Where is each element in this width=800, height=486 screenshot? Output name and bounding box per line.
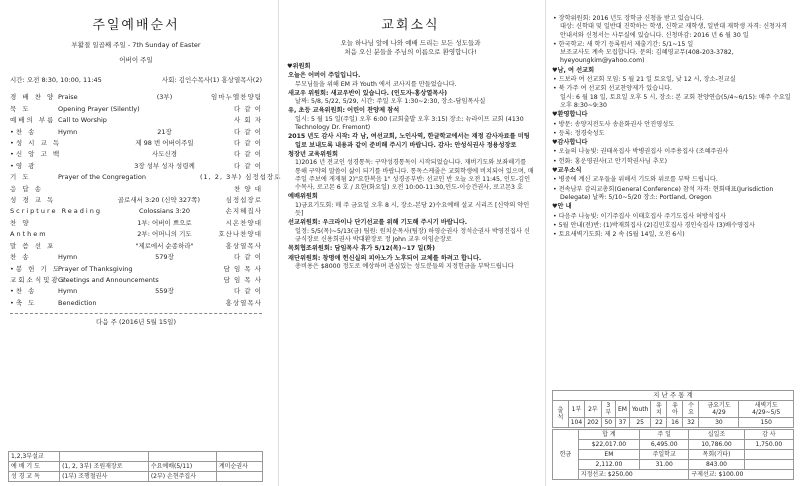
next-week-table (8, 451, 263, 482)
notice-detail: 일시: 5 월 15 일(주일) 오후 6:00 (교회출발 오후 3:15) 장소: 뉴라이프 교회 (4130 Technology Dr. Fremont) (295, 115, 524, 132)
next-week-cell: 예 배 기 도 (9, 462, 60, 472)
order-item-english: Opening Prayer (Silently) (58, 104, 140, 113)
order-item-leader: (1, 2, 3부) 심정섭장로 (200, 173, 282, 182)
order-item-leader: 시온찬양대 (225, 218, 262, 227)
order-item-label: •축 도 (10, 298, 37, 307)
welcome-item: • 방문: 송양지전도사 송윤화권사 안진영성도 (553, 120, 675, 128)
order-row (10, 149, 262, 160)
stats-title: 지 난 주 통 계 (552, 390, 794, 400)
order-item-detail: 사도신경 (151, 150, 178, 159)
order-item-english: Hymn (58, 287, 78, 296)
order-row (10, 104, 262, 115)
order-item-english (58, 138, 129, 149)
notice-title: • 장학위원회: 2016 년도 장학금 신청을 받고 있습니다. (553, 15, 704, 22)
order-item-detail: 579장 (155, 253, 174, 262)
notice-detail: 총비용은 $8000 정도로 예상하며 관심있는 성도분들의 지정헌금을 부탁드립니다 (295, 262, 514, 270)
offering-value-cell: 6,495.00 (640, 440, 689, 450)
offering-footer-row (553, 470, 794, 480)
order-item-english (58, 218, 129, 229)
church-news-column (278, 0, 540, 486)
next-week-cell: 1,2,3부설교 (9, 452, 60, 462)
order-item-detail: 559장 (155, 287, 174, 296)
next-week-cell: (2부) 손현주집사 (148, 472, 216, 482)
order-item-label: •찬 송 (10, 287, 37, 296)
mission-notice-detail: 일시: 6 월 18 일, 토요일 오후 5 시, 장소: 본 교회 찬양연습(5/4~6/15): 매주 수요일 오후 8:30~9:30 (560, 93, 791, 109)
offering-value-cell (744, 460, 793, 470)
order-item-label: Scripture Reading (10, 207, 102, 216)
order-item-detail (159, 275, 200, 286)
order-item-detail (129, 298, 200, 309)
service-time: 시간: 오전 8:30, 10:00, 11:45 (10, 76, 102, 84)
offering-value-cell: 843.00 (689, 460, 744, 470)
order-row (10, 241, 262, 252)
order-item-english: Benediction (58, 298, 97, 307)
order-item-english: Greetings and Announcements (58, 275, 159, 284)
worship-order-title: 주일예배순서 (92, 18, 180, 33)
order-row (10, 172, 282, 183)
order-row (10, 286, 262, 297)
attendance-header-cell: 유아 (667, 401, 683, 418)
order-item-leader: 손지혜집사 (225, 207, 262, 216)
order-item-label: •성 시 교 독 (10, 139, 62, 148)
next-week-cell: 성 경 교 독 (9, 472, 60, 482)
attendance-table (552, 400, 794, 428)
attendance-header-cell: 수요 (683, 401, 699, 418)
order-item-label: 경 배 찬 양 (10, 93, 56, 102)
order-item-leader: 홍상열목사 (225, 298, 262, 307)
order-item-english (58, 149, 129, 160)
next-week-cell: 수요예배(5/11) (148, 462, 216, 472)
offering-table (552, 429, 794, 480)
order-item-detail: 제 98 번 어버이주일 (135, 139, 194, 148)
order-item-english: Praise (58, 93, 78, 102)
order-item-label: 교회소식및광고 (10, 275, 68, 284)
notice-title: 목회협조위원회: 담임목사 휴가 5/12(목)~17 일(화) (288, 245, 436, 253)
next-week-cell (216, 472, 262, 482)
attendance-value-cell: 50 (601, 418, 615, 428)
order-row (10, 298, 262, 309)
order-item-detail: 골로새서 3:20 (신약 327쪽) (117, 196, 200, 205)
order-item-label: •봉 헌 기 도 (10, 264, 62, 273)
next-week-title: 다음 주 (2016년 5월 15일) (96, 318, 176, 327)
guide-item: • 토요새벽기도회: 제 2 속 (5월 14일, 오전 6시) (553, 231, 685, 239)
attendance-value-cell: 37 (615, 418, 629, 428)
order-item-detail: 2부: 어머니의 기도 (137, 230, 192, 239)
next-week-row (9, 462, 263, 472)
offering-header-cell: 감 사 (744, 430, 793, 440)
attendance-value-cell: 104 (568, 418, 584, 428)
worship-order-column (0, 0, 282, 486)
order-item-detail: "제로에서 순종하라" (135, 241, 194, 250)
order-item-english (58, 161, 129, 172)
order-item-detail: Colossians 3:20 (138, 207, 191, 216)
order-item-leader: 사 회 자 (234, 116, 262, 125)
offering-header-row (553, 430, 794, 440)
attendance-header-cell: 1부 (568, 401, 584, 418)
order-item-leader: 다 같 이 (234, 104, 262, 113)
offering-value-cell: $22,017.00 (578, 440, 639, 450)
next-week-row (9, 452, 263, 462)
attendance-header-cell: Youth (629, 401, 651, 418)
order-row (10, 138, 262, 149)
notice-detail: 1)금요기도회: 매 주 금요일 오후 8 시, 장소-본당 2)수요예배 설교 시리즈 [신약의 약인듯] (295, 201, 530, 218)
order-item-english (58, 241, 129, 252)
notice-detail: 1)2016 년 전교인 성경통독: 구약성경통독이 시작되었습니다. 재버기도와 보좌해기를 통해 구약의 말씀이 삶이 되기를 바랍니다. 통독스케줄은 교회학생에 비치되어 있으며, 매 주일 주보에 게재됨 2)"요한복음 1" 성경공부반: 선교인 반 오늘 오전 11:45, 인도-김인수목사, 로고몬 6 호 / 요한(화요일) 오전 10:00-11:30,인도-이승건권사, 로고몬3 호 (295, 159, 534, 192)
order-item-english: Prayer of the Congregation (58, 173, 146, 182)
thanks-section-heading: ♥감사합니다 (552, 139, 588, 147)
order-item-detail: 1부: 어버이 쁘으로 (137, 218, 192, 227)
offering-label: 헌금 (553, 430, 579, 480)
attendance-value-cell: 30 (699, 418, 739, 428)
members-section-heading: ♥교우소식 (552, 167, 582, 175)
attendance-header-cell: 유치 (651, 401, 667, 418)
order-row (10, 206, 262, 217)
next-week-cell: 계미순권사 (216, 462, 262, 472)
members-item: • 전속남부 감리교총회(General Conference) 참석 자격: 현회태표(Jurisdiction Delegate) 날짜: 5/10~5/20 장소: Portland, Oregon (553, 185, 774, 201)
order-item-leader: 담 임 목 사 (223, 264, 262, 273)
order-item-leader: 다 같 이 (234, 150, 262, 159)
order-item-leader: 다 같 이 (234, 127, 262, 136)
offering-value-cell: 10,786.00 (689, 440, 744, 450)
thanks-item: • 오늘의 나눔빛: 권태옥집사 박병권집사 이주용집사 (조혜주권사 (553, 148, 729, 156)
order-item-leader: 심정섭장로 (225, 196, 262, 205)
order-item-english (58, 195, 118, 206)
committee-notices (287, 63, 534, 271)
order-item-detail: (3부) (156, 93, 173, 102)
mission-section-heading: ♥남, 여 선교회 (552, 66, 595, 74)
order-row (10, 229, 262, 240)
order-item-leader: 호산나찬양대 (218, 230, 262, 239)
attendance-value-cell: 22 (651, 418, 667, 428)
order-item-label: 묵 도 (10, 104, 31, 113)
order-item-leader: 임마누엘찬양팀 (211, 93, 262, 102)
members-item: • 병중에 계신 교우들을 위해서 기도와 위로를 부탁 드립니다. (553, 176, 718, 184)
order-item-english: Hymn (58, 127, 78, 136)
offering-footer-cell: 지정선교: $250.00 (578, 470, 689, 480)
next-week-cell: (1, 2, 3부) 조원재장로 (60, 462, 149, 472)
order-item-leader: 담 임 목 사 (223, 275, 262, 284)
offering-header-cell: 주일학교 (640, 450, 689, 460)
order-row (10, 218, 262, 229)
welcome-line-1: 오늘 하나님 앞에 나와 예배 드리는 모든 성도들과 (340, 39, 481, 47)
order-item-label: •영 광 (10, 161, 37, 170)
church-news-title: 교회소식 (381, 18, 440, 33)
attendance-value-cell: 150 (739, 418, 794, 428)
notice-detail: 일정: 5/5(목)~5/13(금) 팀원: 원치운목사(팀장) 하영순권사 정석순권사 박영진집사 신규식장로 신용희권사 박대환장로 정 John 교우 이임순장로 (295, 227, 530, 243)
welcome-line-2: 처음 오신 분들을 주님의 이름으로 환영합니다! (344, 48, 477, 56)
notice-title: 오늘은 어버이 주일입니다. (288, 72, 361, 80)
order-item-detail (133, 264, 200, 275)
offering-header-cell: 주 일 (640, 430, 689, 440)
attendance-header-cell: 새벽기도 4/29~5/5 (739, 401, 794, 418)
order-row (10, 252, 262, 263)
offering-value-cell: 2,112.00 (578, 460, 639, 470)
attendance-value-row (553, 418, 794, 428)
guide-item: • 다음주 나눔빛: 이기주집사 이태호집사 주기도집사 허방석집사 (553, 212, 726, 220)
next-week-row (9, 472, 263, 482)
notice-detail: 보조교사도 계속 모집합니다. 문의: 김혜영교무(408-203-3782, hyeyoungkim@yahoo.com) (560, 49, 734, 65)
order-row (10, 115, 262, 126)
notice-detail: 무모님들을 위해 EM 과 Youth 에서 코사지를 만들었습니다. (295, 80, 457, 88)
attendance-value-cell: 202 (585, 418, 601, 428)
mission-notice-title: • 드보라 여 선교회 모임: 5 월 21 일 토요일, 낮 12 시, 장소-친교실 (553, 76, 736, 84)
attendance-label: 출석 (553, 401, 569, 428)
notice-title: 청장년 교육위원회 (288, 150, 338, 158)
order-item-english (58, 206, 129, 217)
attendance-header-row (553, 401, 794, 418)
order-item-leader: 찬 양 대 (234, 184, 262, 193)
order-item-label: 말 씀 선 포 (10, 241, 56, 250)
order-row (10, 264, 262, 275)
more-notices (552, 15, 794, 239)
order-item-label: Anthem (10, 230, 48, 239)
offering-value-cell: 31.00 (640, 460, 689, 470)
service-theme: 어버이 주일 (119, 56, 153, 64)
order-item-leader: 다 같 이 (234, 161, 262, 170)
attendance-header-cell: 3부 (601, 401, 615, 418)
notice-detail: 날짜: 5/8, 5/22, 5/29, 시간: 주일 오후 1:30~2:30, 장소-담임목사실 (295, 98, 486, 106)
notice-detail: 대상: 신학대 및 일반대 진학하는 학생, 신학교 재학생, 일반대 재학생 자격: 신청자격 안내서와 신청서는 사무실에 있습니다. 신청마감: 2016 년 6 월 30 일 (560, 23, 787, 39)
stats-area (552, 390, 794, 480)
offering-header-cell: EM (578, 450, 639, 460)
order-item-label: 찬 송 (10, 253, 31, 262)
attendance-value-cell: 25 (629, 418, 651, 428)
service-time-row (10, 75, 262, 86)
next-week-cell (60, 452, 149, 462)
order-item-detail: 21장 (157, 127, 172, 136)
order-item-english (58, 184, 129, 195)
welcome-item: • 등록: 정경숙성도 (553, 129, 605, 137)
guide-section-heading: ♥안 내 (552, 203, 572, 211)
order-item-detail (129, 184, 200, 195)
attendance-header-cell: EM (615, 401, 629, 418)
next-week-cell (216, 452, 262, 462)
attendance-value-cell: 32 (683, 418, 699, 428)
order-item-label: •찬 송 (10, 127, 37, 136)
order-item-detail (140, 104, 200, 115)
notice-title: • 한국학교: 새 학기 등록원서 제출기간: 5/1~15 일 (553, 40, 694, 48)
offering-header-cell: 합 계 (578, 430, 639, 440)
attendance-value-cell: 16 (667, 418, 683, 428)
order-item-english (58, 229, 129, 240)
next-week-cell (148, 452, 216, 462)
attendance-header-cell: 2부 (585, 401, 601, 418)
order-item-label: 찬 양 (10, 218, 31, 227)
notice-title: 2015 년도 감사 시작: 각 남, 여선교회, 노인사역, 한글학교에서는 재정 감사자료를 미팅일로 보내도록 내용과 같이 준비해 주시기 바랍니다. 감사: 안성식권사 정용성장로 (288, 133, 530, 149)
order-item-detail (129, 115, 200, 126)
welcome-section-heading: ♥환영합니다 (552, 111, 588, 119)
order-item-english: Hymn (58, 253, 78, 262)
offering-footer-cell: 구제선교: $100.00 (689, 470, 794, 480)
notice-title: 재단위원회: 창명애 헌신실의 피아노가 노후되어 교체를 하려고 합니다. (288, 254, 482, 262)
notice-title: 유, 초등 교육위원회: 어린이 찬양제 참석 (288, 107, 400, 115)
notice-title: 선교위원회: 우크라이나 단기선교를 위해 기도해 주시기 바랍니다. (288, 219, 468, 227)
order-list (10, 92, 282, 309)
guide-item: • 5월 안내(전)반: (1)박재희집사 (2)김민호집사 경인숙집사 (3)배수영집사 (553, 221, 756, 229)
order-item-label: •신 앙 고 백 (10, 150, 62, 159)
mission-notice-title: • 북 가주 여 선교회 선교찬양제가 있습니다. (553, 85, 673, 93)
order-item-detail: 3장 성부 성자 성령께 (134, 161, 195, 170)
order-row (10, 161, 262, 172)
order-item-leader: 다 같 이 (234, 139, 262, 148)
attendance-header-cell: 금요기도 4/29 (699, 401, 739, 418)
notice-title: 새교우 위원회: 새교우반이 있습니다. (인도자-홍상열목사) (288, 89, 448, 97)
offering-row (553, 460, 794, 470)
order-item-label: 기 도 (10, 173, 31, 182)
service-preacher: 사회: 김인수목사(1) 홍상열목사(2) (161, 76, 262, 84)
order-row (10, 195, 262, 206)
order-item-label: 예배의 부름 (10, 116, 56, 125)
order-item-english: Call to Worship (58, 116, 107, 125)
order-item-english: Prayer of Thanksgiving (58, 264, 133, 273)
offering-value-cell: 1,750.00 (744, 440, 793, 450)
offering-header-cell: 십일조 (689, 430, 744, 440)
committee-section-heading: ♥위원회 (287, 63, 311, 70)
divider (10, 313, 262, 314)
offering-header-cell: 목회(기타) (689, 450, 744, 460)
order-row (10, 184, 262, 195)
offering-header-cell (744, 450, 793, 460)
order-item-leader: 홍상열목사 (225, 241, 262, 250)
offering-row (553, 450, 794, 460)
offering-row (553, 440, 794, 450)
next-week-cell: (1부) 조행철권사 (60, 472, 149, 482)
order-item-label: 응 답 송 (10, 184, 43, 193)
order-row (10, 92, 262, 103)
order-item-label: 성 경 교 독 (10, 196, 56, 205)
order-row (10, 275, 262, 286)
order-item-detail (146, 172, 200, 183)
thanks-item: • 헌화: 홍운영권사(고 안기학권사님 추모) (553, 157, 668, 165)
news-stats-column (545, 0, 800, 486)
order-item-leader: 다 같 이 (234, 253, 262, 262)
service-subtitle: 부활절 일곱째 주일 - 7th Sunday of Easter (71, 41, 201, 49)
order-row (10, 127, 262, 138)
order-item-leader: 다 같 이 (234, 287, 262, 296)
notice-title: 예배위원회 (288, 193, 318, 201)
